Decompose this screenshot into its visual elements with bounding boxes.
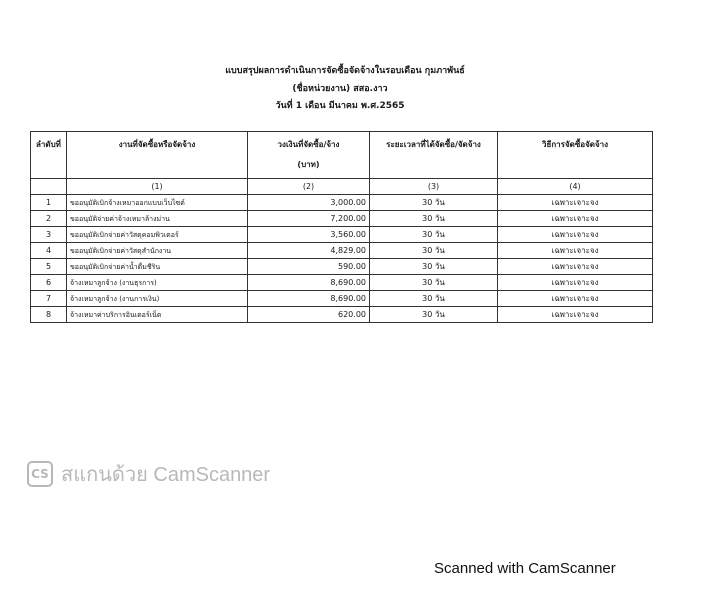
- row-amount: 7,200.00: [248, 211, 370, 227]
- row-method: เฉพาะเจาะจง: [498, 227, 653, 243]
- row-number: 5: [31, 259, 67, 275]
- watermark-text: สแกนด้วย CamScanner: [61, 464, 271, 486]
- table-row: [31, 211, 653, 227]
- table-row: [31, 195, 653, 211]
- numbering-2: (2): [248, 179, 370, 195]
- row-method: เฉพาะเจาะจง: [498, 275, 653, 291]
- header-period: ระยะเวลาที่ได้จัดซื้อ/จัดจ้าง: [370, 132, 498, 179]
- row-method: เฉพาะเจาะจง: [498, 243, 653, 259]
- table-row: [31, 275, 653, 291]
- numbering-1: (1): [67, 179, 248, 195]
- row-method: เฉพาะเจาะจง: [498, 307, 653, 323]
- row-task: จ้างเหมาลูกจ้าง (งานธุรการ): [67, 275, 248, 291]
- header-method: วิธีการจัดซื้อจัดจ้าง: [498, 132, 653, 179]
- numbering-row: [31, 179, 653, 195]
- camscanner-watermark: [27, 458, 270, 490]
- row-amount: 4,829.00: [248, 243, 370, 259]
- row-number: 6: [31, 275, 67, 291]
- numbering-3: (3): [370, 179, 498, 195]
- table-row: [31, 243, 653, 259]
- row-amount: 620.00: [248, 307, 370, 323]
- table-row: [31, 259, 653, 275]
- numbering-4: (4): [498, 179, 653, 195]
- row-period: 30 วัน: [370, 291, 498, 307]
- row-number: 8: [31, 307, 67, 323]
- row-task: จ้างเหมาค่าบริการอินเตอร์เน็ต: [67, 307, 248, 323]
- row-period: 30 วัน: [370, 243, 498, 259]
- document-title: แบบสรุปผลการดำเนินการจัดซื้อจัดจ้างในรอบเดือน กุมภาพันธ์: [225, 66, 465, 76]
- scanned-footer-text: Scanned with CamScanner: [434, 560, 616, 577]
- document-date: วันที่ 1 เดือน มีนาคม พ.ศ.2565: [275, 101, 405, 111]
- header-sequence: ลำดับที่: [31, 132, 67, 179]
- row-task: จ้างเหมาลูกจ้าง (งานการเงิน): [67, 291, 248, 307]
- header-task: งานที่จัดซื้อหรือจัดจ้าง: [67, 132, 248, 179]
- row-amount: 3,000.00: [248, 195, 370, 211]
- row-period: 30 วัน: [370, 275, 498, 291]
- row-method: เฉพาะเจาะจง: [498, 195, 653, 211]
- row-task: ขออนุมัติเบิกจ่ายค่าน้ำดื่มชีริน: [67, 259, 248, 275]
- row-amount: 590.00: [248, 259, 370, 275]
- header-amount-unit: (บาท): [297, 160, 320, 169]
- row-number: 1: [31, 195, 67, 211]
- row-task: ขออนุมัติเบิกจ่ายค่าวัสดุสำนักงาน: [67, 243, 248, 259]
- row-number: 2: [31, 211, 67, 227]
- row-task: ขออนุมัติเบิกจ่ายค่าวัสดุคอมพิวเตอร์: [67, 227, 248, 243]
- row-number: 4: [31, 243, 67, 259]
- procurement-table: [30, 131, 653, 323]
- row-method: เฉพาะเจาะจง: [498, 211, 653, 227]
- row-period: 30 วัน: [370, 211, 498, 227]
- row-number: 7: [31, 291, 67, 307]
- row-period: 30 วัน: [370, 227, 498, 243]
- row-amount: 8,690.00: [248, 275, 370, 291]
- header-amount: [248, 132, 370, 179]
- row-method: เฉพาะเจาะจง: [498, 291, 653, 307]
- header-amount-label: วงเงินที่จัดซื้อ/จ้าง: [277, 140, 340, 149]
- table-row: [31, 291, 653, 307]
- row-amount: 8,690.00: [248, 291, 370, 307]
- table-row: [31, 307, 653, 323]
- row-task: ขออนุมัติเบิกจ้างเหมาออกแบบเว็บไซต์: [67, 195, 248, 211]
- row-amount: 3,560.00: [248, 227, 370, 243]
- row-task: ขออนุมัติจ่ายค่าจ้างเหมาล้างม่าน: [67, 211, 248, 227]
- table-header-row: [31, 132, 653, 179]
- row-period: 30 วัน: [370, 259, 498, 275]
- row-period: 30 วัน: [370, 195, 498, 211]
- row-period: 30 วัน: [370, 307, 498, 323]
- camscanner-logo-icon: CS: [27, 461, 53, 487]
- agency-name: (ชื่อหน่วยงาน) สสอ.งาว: [292, 84, 388, 94]
- table-row: [31, 227, 653, 243]
- row-number: 3: [31, 227, 67, 243]
- numbering-empty: [31, 179, 67, 195]
- row-method: เฉพาะเจาะจง: [498, 259, 653, 275]
